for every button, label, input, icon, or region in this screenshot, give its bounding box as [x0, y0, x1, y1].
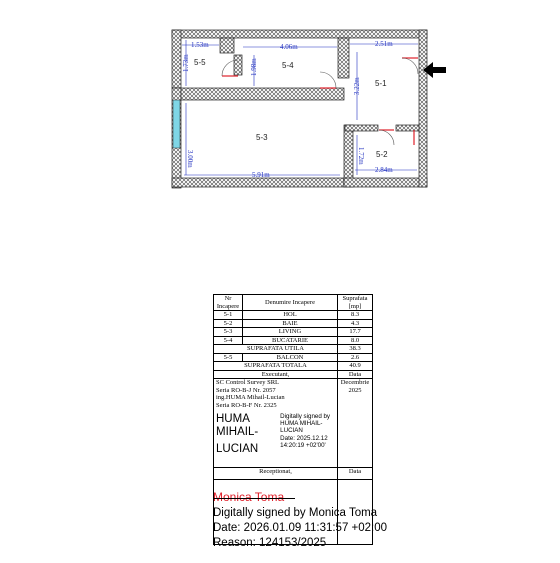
total-row: [214, 362, 373, 371]
executant-cell: [214, 379, 338, 468]
cell: 40.9: [338, 362, 373, 371]
executant-row: [214, 379, 373, 468]
company-line: SC Control Survey SRL: [216, 379, 280, 386]
room-label: 5-2: [376, 150, 388, 159]
cell: Executant,: [214, 370, 338, 379]
cell: 8.0: [338, 336, 373, 345]
table-row: [214, 311, 373, 320]
col-header: Denumire Incapere: [243, 295, 338, 311]
cell: Data: [338, 468, 373, 480]
company-line: ing.HUMA Mihail-Lucian: [216, 394, 285, 401]
signature-line: Reason: 124153/2025: [213, 537, 327, 549]
col-header: Nr Incapere: [214, 295, 243, 311]
cell: BAIE: [243, 319, 338, 328]
signature-line: Digitally signed by Monica Toma: [213, 507, 378, 519]
dim-label: 2.84m: [375, 166, 393, 174]
dim-label: 5.91m: [252, 171, 270, 179]
cell: BUCATARIE: [243, 336, 338, 345]
cell: 5-5: [214, 353, 243, 362]
dim-label: 4.06m: [280, 43, 298, 51]
receptionat-header-row: [214, 468, 373, 480]
company-line: Seria RO-B-J Nr. 2057: [216, 386, 276, 394]
executant-date: [338, 379, 373, 468]
cell: SUPRAFATA UTILA: [214, 345, 338, 354]
exterior-walls: [172, 30, 427, 188]
signature-detail: Digitally signed by: [280, 413, 331, 420]
cell: SUPRAFATA TOTALA: [214, 362, 338, 371]
cell: 5-4: [214, 336, 243, 345]
signature-strike: [213, 498, 295, 499]
room-label: 5-1: [375, 79, 387, 88]
executant-header-row: [214, 370, 373, 379]
signature-detail: 14:20:19 +02'00': [280, 441, 326, 449]
signature-name: Monica Toma: [213, 490, 285, 504]
cell: 4.3: [338, 319, 373, 328]
signature-detail: Date: 2025.12.12: [280, 434, 328, 442]
cell: HOL: [243, 311, 338, 320]
dim-label: 3.00m: [186, 150, 194, 168]
digital-signature: [216, 413, 335, 456]
cell: BALCON: [243, 353, 338, 362]
cell: 38.3: [338, 345, 373, 354]
table-header-row: [214, 295, 373, 311]
dim-label: 1.72m: [357, 147, 365, 165]
col-header: Suprafata [mp]: [338, 295, 373, 311]
cell: LIVING: [243, 328, 338, 337]
room-label: 5-3: [256, 133, 268, 142]
window: [173, 100, 180, 148]
room-label: 5-5: [194, 58, 206, 67]
cell: 8.3: [338, 311, 373, 320]
table-row: [214, 319, 373, 328]
signer-name: LUCIAN: [216, 443, 259, 455]
cell: Data: [338, 370, 373, 379]
cell: 2.6: [338, 353, 373, 362]
table-row: [214, 328, 373, 337]
cell: 5-3: [214, 328, 243, 337]
cell: Receptionat,: [214, 468, 338, 480]
signature-line: Date: 2026.01.09 11:31:57 +02:00: [213, 522, 388, 534]
signature-detail: HUMA MIHAIL-LUCIAN: [280, 420, 323, 435]
cell: 5-1: [214, 311, 243, 320]
cell: 5-2: [214, 319, 243, 328]
date-text: Decembrie 2025: [340, 379, 370, 394]
reception-signature: [213, 490, 388, 563]
table-row: [214, 353, 373, 362]
dim-label: 3.22m: [353, 77, 361, 95]
util-row: [214, 345, 373, 354]
dim-label: 1.53m: [191, 41, 209, 49]
cell: 17.7: [338, 328, 373, 337]
dim-label: 2.51m: [375, 40, 393, 48]
room-label: 5-4: [282, 61, 294, 70]
signer-name: HUMA MIHAIL-: [216, 413, 259, 438]
dim-label: 1.98m: [250, 58, 258, 76]
table-row: [214, 336, 373, 345]
floor-plan: [0, 0, 560, 200]
company-line: Seria RO-B-F Nr. 2325: [216, 401, 277, 409]
dim-label: 1.73m: [182, 54, 190, 72]
